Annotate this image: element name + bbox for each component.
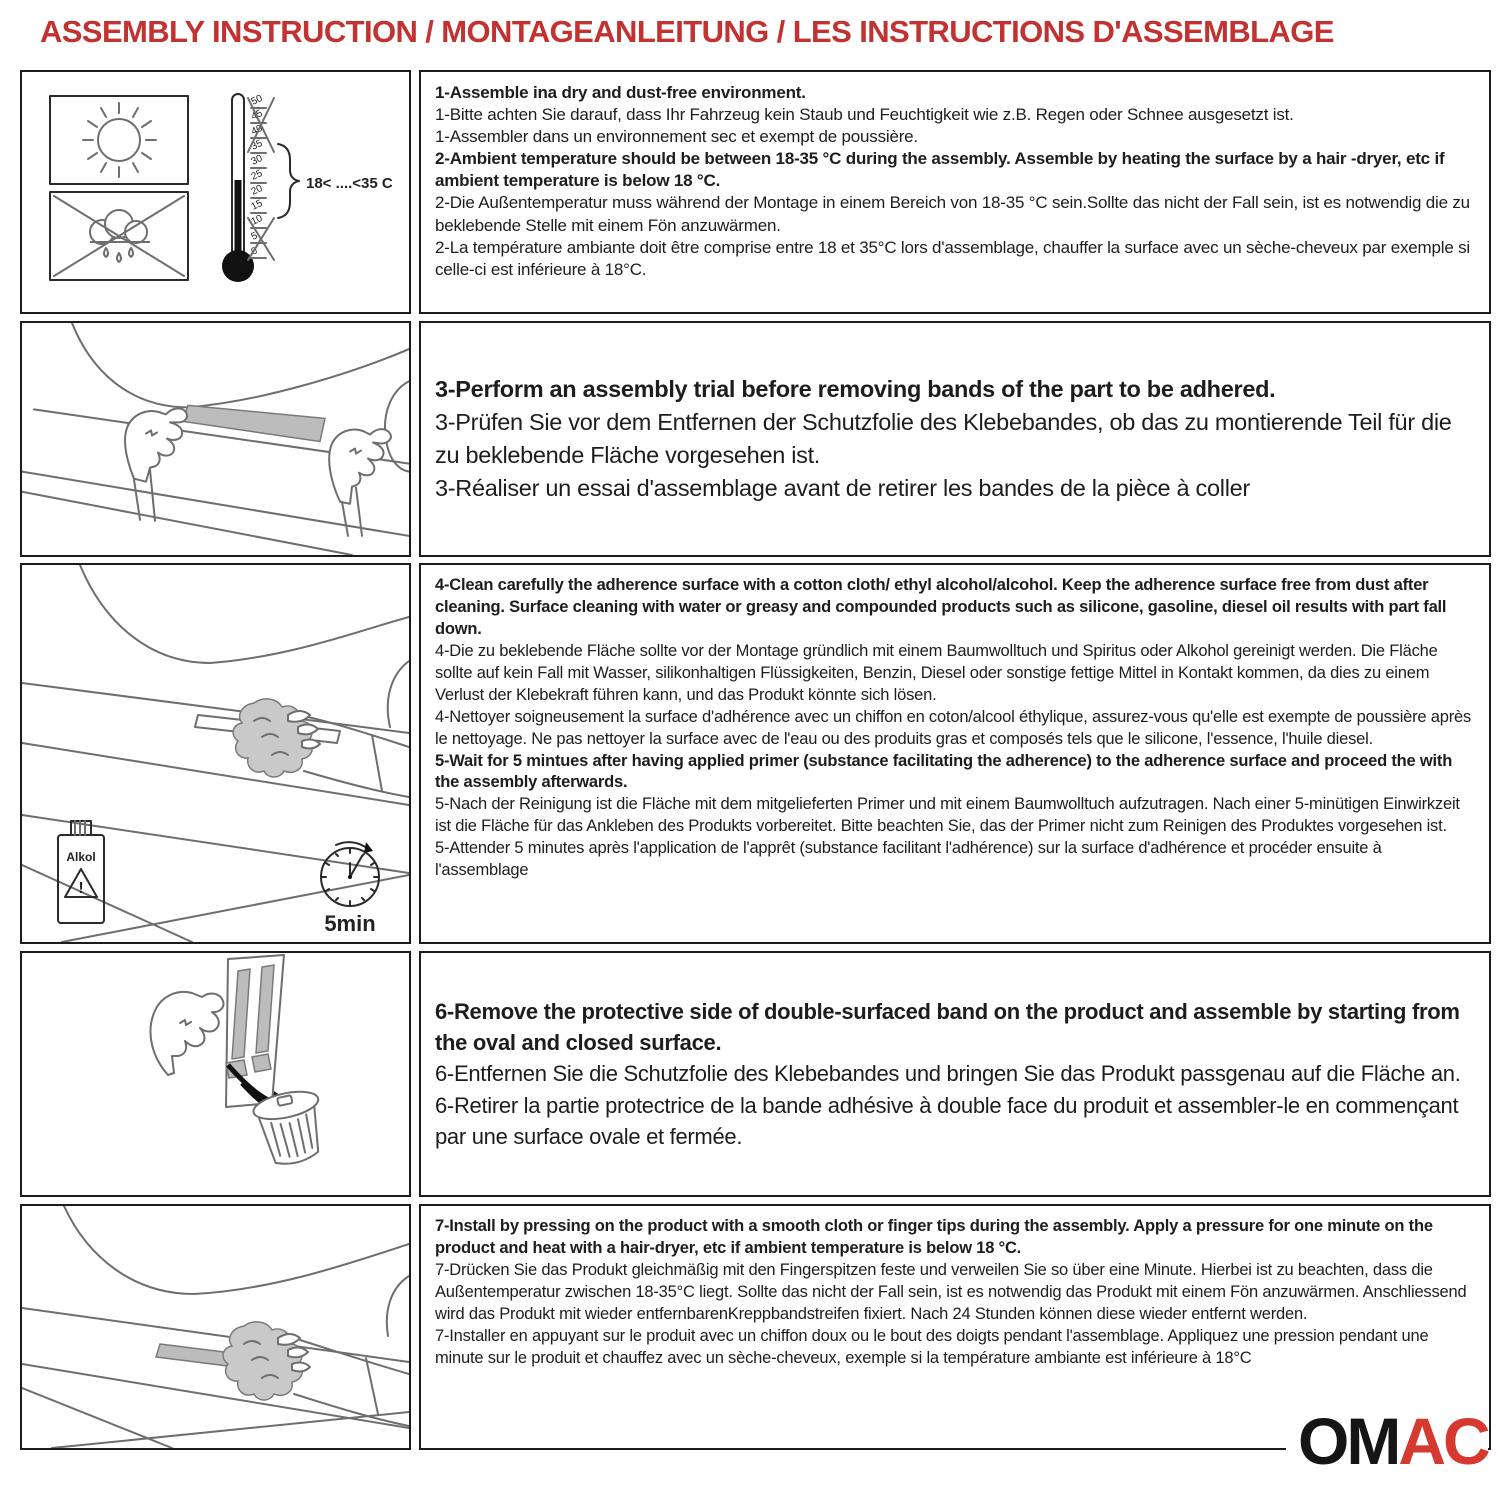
- peel-tape-trash-illustration: [22, 953, 409, 1195]
- svg-text:15: 15: [249, 198, 265, 213]
- step-1-de: 1-Bitte achten Sie darauf, dass Ihr Fahrzeug kein Staub und Feuchtigkeit wie z.B. Regen oder Schnee ausgesetzt ist.: [435, 105, 1294, 125]
- clock-5min-label: 5min: [324, 911, 376, 936]
- cleaning-hand-illustration: [22, 565, 409, 942]
- door-jamb-line: [385, 381, 409, 471]
- environment-illustration: [22, 72, 409, 312]
- sun-icon: [83, 103, 156, 177]
- step-1-en: 1-Assemble ina dry and dust-free environment.: [435, 83, 806, 102]
- pressing-illustration-box: [20, 1204, 411, 1450]
- step-7-fr: 7-Installer en appuyant sur le produit avec un chiffon doux ou le bout des doigts pendant l'assemblage. Appliquez une pression pendant une minute sur le produit et chauffez avec un sèche-cheveux, exemple si la température ambiante est inférieure à 18°C: [435, 1326, 1429, 1367]
- step-7-en: 7-Install by pressing on the product with a smooth cloth or finger tips during the assembly. Apply a pressure for one minute on the product and heat with a hair-dryer, etc if ambient temperature is below 18 °C.: [435, 1217, 1433, 1257]
- step-4-de: 4-Die zu beklebende Fläche sollte vor der Montage gründlich mit einem Baumwolltuch und Spiritus oder Alkohol gereinigt werden. Die Fläche sollte auf kein Fall mit Wasser, silikonhaltigen Flüssigkeiten, Benzin, Diesel oder sonstige fettige Mittel in Kontakt kommen, da dies zu einem Verlust der Klebekraft führen kann, und das Produkt könnte sich lösen.: [435, 641, 1438, 704]
- step-5-fr: 5-Attender 5 minutes après l'application de l'apprêt (substance facilitant l'adhérence) sur la surface d'adhérence et procéder ensuite à l'assemblage: [435, 839, 1382, 880]
- svg-text:40: 40: [249, 123, 265, 138]
- tape-tab-2: [252, 1054, 271, 1072]
- clock-icon: [321, 842, 379, 936]
- right-hand-icon: [329, 429, 391, 536]
- no-rain-icon: [54, 196, 184, 276]
- alcohol-bottle-icon: [58, 821, 104, 923]
- step-5-en: 5-Wait for 5 mintues after having applied primer (substance facilitating the adherence) to the adherence surface and proceed the with the assembly afterwards.: [435, 751, 1453, 792]
- omac-logo-red: AC: [1398, 1404, 1488, 1478]
- step-6-de: 6-Entfernen Sie die Schutzfolie des Klebebandes und bringen Sie das Produkt passgenau auf die Fläche an.: [435, 1061, 1461, 1087]
- svg-text:5: 5: [249, 230, 260, 243]
- step-2-en: 2-Ambient temperature should be between 18-35 °C during the assembly. Assemble by heating the surface by a hair -dryer, etc if ambient temperature is below 18 °C.: [435, 149, 1445, 191]
- omac-logo-black: OM: [1298, 1404, 1399, 1478]
- step-3-en: 3-Perform an assembly trial before removing bands of the part to be adhered.: [435, 376, 1276, 403]
- trim-strip: [183, 405, 325, 441]
- svg-text:10: 10: [249, 213, 265, 228]
- step-1-fr: 1-Assembler dans un environnement sec et exempt de poussière.: [435, 127, 918, 147]
- door-jamb-line: [387, 1276, 409, 1336]
- trial-illustration-box: [20, 321, 411, 557]
- svg-text:45: 45: [249, 108, 265, 123]
- cloth-in-hand-icon: [233, 699, 409, 797]
- step-4-en: 4-Clean carefully the adherence surface with a cotton cloth/ ethyl alcohol/alcohol. Keep the adherence surface free from dust after cleaning. Surface cleaning with water or greasy and compounded products such as silicone, gasoline, diesel oil results with part fall down.: [435, 576, 1447, 638]
- omac-logo: [1286, 1406, 1488, 1476]
- step-4-5-text: [419, 563, 1491, 944]
- hand-icon: [150, 992, 223, 1075]
- door-jamb-line: [388, 661, 409, 727]
- hands-placing-trim-illustration: [22, 323, 409, 555]
- door-body-curve: [64, 1206, 409, 1294]
- cloth-in-hand-icon: [223, 1322, 310, 1400]
- bottle-label: Alkol: [66, 850, 96, 864]
- warning-mark: !: [78, 880, 84, 897]
- step-4-fr: 4-Nettoyer soigneusement la surface d'adhérence avec un chiffon en coton/alcool éthylique, assurez-vous qu'elle est exempte de poussière après le nettoyage. Ne pas nettoyer la surface avec de l'eau ou des produits gras et composés tels que le silicone, l'essence, l'huile diesel.: [435, 707, 1472, 748]
- step-3-fr: 3-Réaliser un essai d'assemblage avant de retirer les bandes de la pièce à coller: [435, 474, 1250, 501]
- svg-text:35: 35: [249, 138, 265, 153]
- svg-text:0: 0: [249, 245, 260, 258]
- door-body-curve: [80, 565, 409, 663]
- step-6-fr: 6-Retirer la partie protectrice de la bande adhésive à double face du produit et assembler-le en commençant par une surface ovale et fermée.: [435, 1092, 1459, 1149]
- svg-text:25: 25: [249, 168, 265, 183]
- svg-text:20: 20: [249, 183, 265, 198]
- installed-trim-strip: [156, 1344, 232, 1366]
- range-brace: [278, 144, 299, 218]
- step-7-de: 7-Drücken Sie das Produkt gleichmäßig mit den Fingerspitzen feste und verweilen Sie so über eine Minute. Hierbei ist zu beachten, dass die Außentemperatur zwischen 18-35°C liegt. Sollte das nicht der Fall sein, ist es notwendig das Produkt mit einem Fön anzuwärmen. Anschliessend wird das Produkt mit wieder entfernbarenKreppbandstreifen fixiert. Nach 24 Stunden können diese wieder entfernt werden.: [435, 1260, 1467, 1323]
- step-1-2-text: [419, 70, 1491, 314]
- svg-text:30: 30: [249, 153, 265, 168]
- step-3-text: [419, 321, 1491, 557]
- step-6-text: [419, 951, 1491, 1197]
- cleaning-illustration-box: [20, 563, 411, 944]
- peel-tape-illustration-box: [20, 951, 411, 1197]
- step-2-fr: 2-La température ambiante doit être comprise entre 18 et 35°C lors d'assemblage, chauffer la surface avec un sèche-cheveux par exemple si celle-ci est inférieure à 18°C.: [435, 237, 1471, 279]
- page-title: ASSEMBLY INSTRUCTION / MONTAGEANLEITUNG / LES INSTRUCTIONS D'ASSEMBLAGE: [40, 14, 1334, 49]
- step-5-de: 5-Nach der Reinigung ist die Fläche mit dem mitgelieferten Primer und mit einem Baumwolltuch aufzutragen. Nach einer 5-minütigen Einwirkzeit ist die Fläche für das Ankleben des Produkts vorbereitet. Bitte beachten Sie, das der Primer nicht zum Reinigen des Produktes vorgesehen ist.: [435, 795, 1460, 836]
- step-3-de: 3-Prüfen Sie vor dem Entfernen der Schutzfolie des Klebebandes, ob das zu montierende Teil für die zu beklebende Fläche vorgesehen ist.: [435, 409, 1452, 468]
- thermometer-icon: [222, 93, 393, 282]
- sill-lines: [22, 1308, 409, 1448]
- pressing-hand-illustration: [22, 1206, 409, 1448]
- environment-illustration-box: [20, 70, 411, 314]
- temperature-range-label: 18< ....<35 C: [306, 175, 393, 192]
- left-hand-icon: [125, 408, 187, 520]
- door-body-curve: [72, 323, 409, 407]
- svg-text:50: 50: [249, 93, 265, 108]
- step-6-en: 6-Remove the protective side of double-surfaced band on the product and assemble by starting from the oval and closed surface.: [435, 998, 1460, 1056]
- step-2-de: 2-Die Außentemperatur muss während der Montage in einem Bereich von 18-35 °C sein.Sollte das nicht der Fall sein, ist es notwendig die zu beklebende Stelle mit einem Fön anzuwärmen.: [435, 193, 1470, 235]
